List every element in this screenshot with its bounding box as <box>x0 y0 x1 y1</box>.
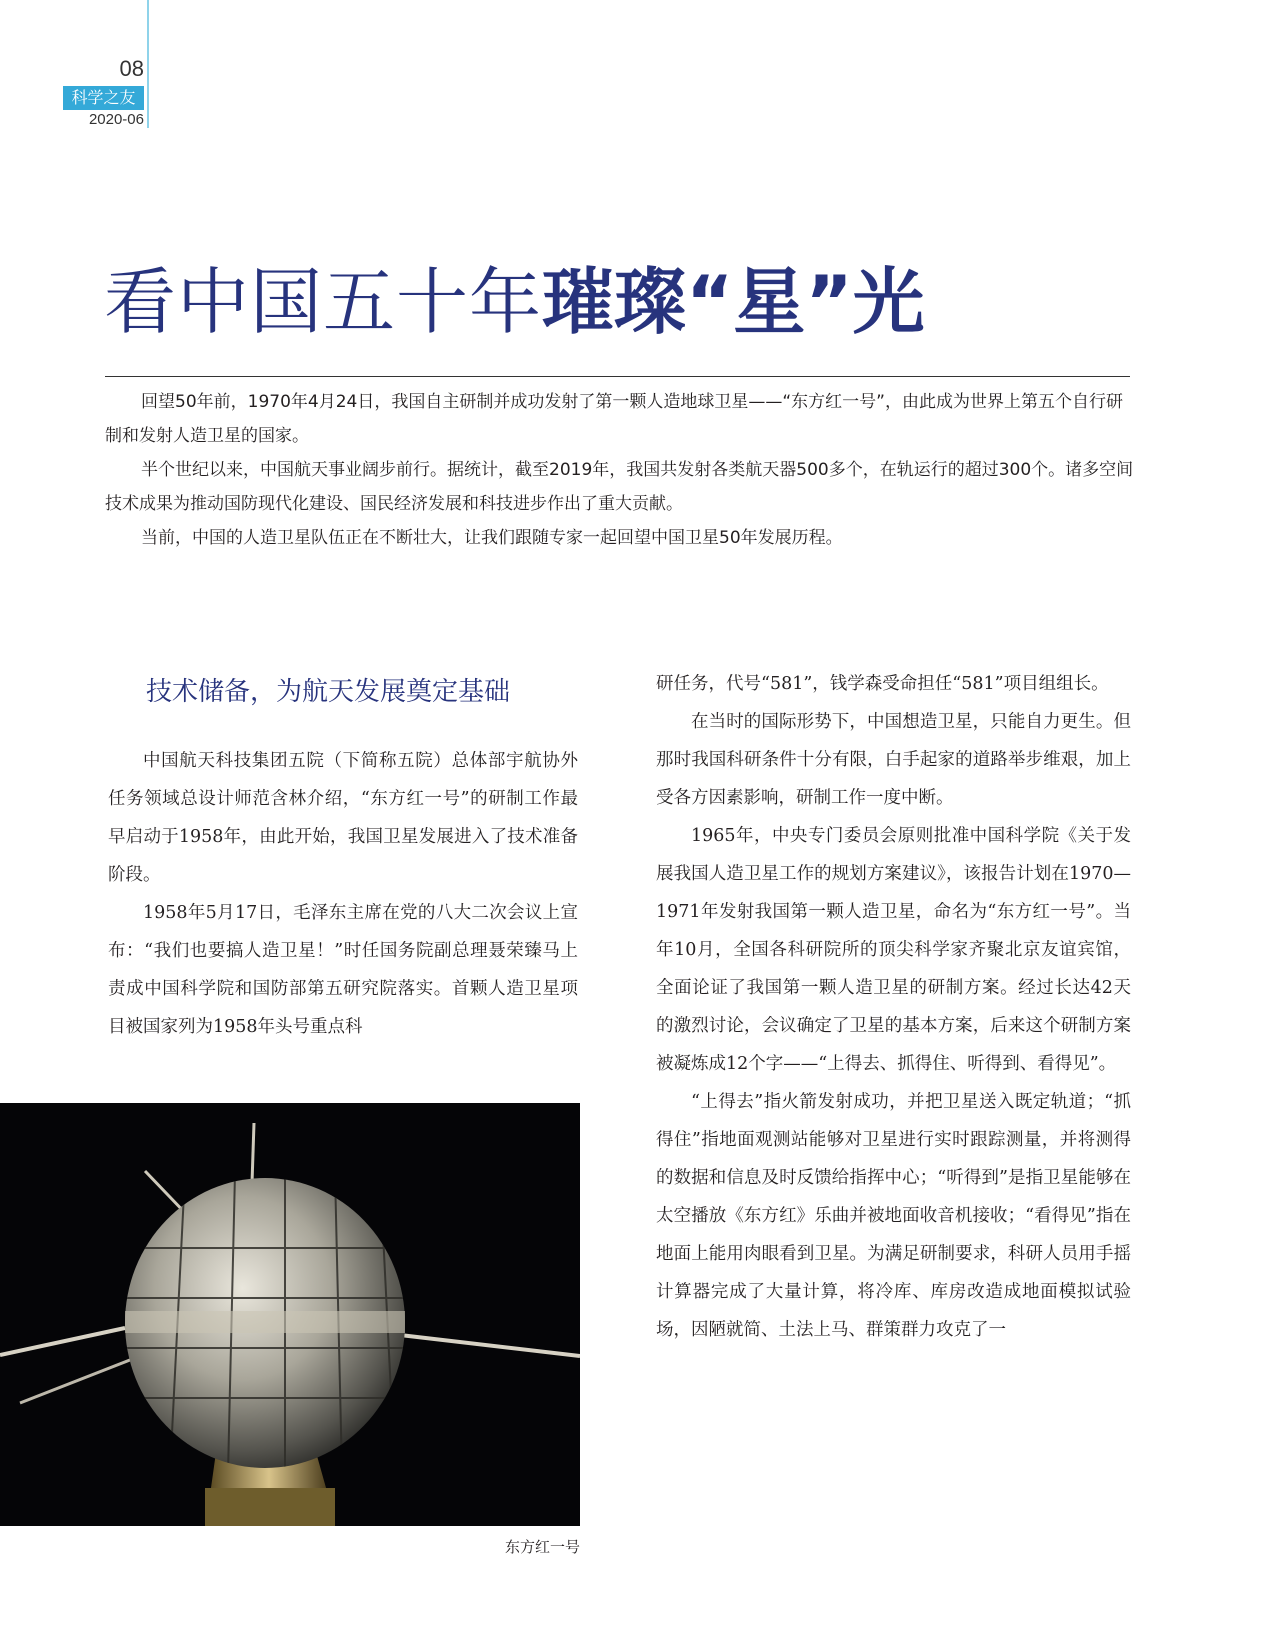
page-number: 08 <box>119 56 144 81</box>
header-divider-line <box>147 0 149 128</box>
section-heading: 技术储备，为航天发展奠定基础 <box>146 677 511 707</box>
article-title-light: 看中国五十年 <box>104 260 543 344</box>
intro-block <box>105 385 1135 555</box>
intro-paragraph: 回望50年前，1970年4月24日，我国自主研制并成功发射了第一颗人造地球卫星——“东方红一号”，由此成为世界上第五个自行研制和发射人造卫星的国家。 <box>105 392 1123 446</box>
magazine-name-tag: 科学之友 <box>63 86 144 110</box>
body-paragraph: 研任务，代号“581”，钱学森受命担任“581”项目组组长。 <box>656 674 1109 694</box>
photo-caption: 东方红一号 <box>504 1538 580 1556</box>
issue-date: 2020-06 <box>88 111 144 128</box>
body-paragraph: “上得去”指火箭发射成功，并把卫星送入既定轨道；“抓得住”指地面观测站能够对卫星进行实时跟踪测量，并将测得的数据和信息及时反馈给指挥中心；“听得到”是指卫星能够在太空播放《东方红》乐曲并被地面收音机接收；“看得见”指在地面上能用肉眼看到卫星。为满足研制要求，科研人员用手摇计算器完成了大量计算，将冷库、库房改造成地面模拟试验场，因陋就简、土法上马、群策群力攻克了一 <box>656 1092 1131 1340</box>
body-paragraph: 1958年5月17日，毛泽东主席在党的八大二次会议上宣布：“我们也要搞人造卫星！”时任国务院副总理聂荣臻马上责成中国科学院和国防部第五研究院落实。首颗人造卫星项目被国家列为1958年头号重点科 <box>108 903 578 1037</box>
title-rule <box>105 376 1130 377</box>
body-paragraph: 中国航天科技集团五院（下简称五院）总体部宇航协外任务领域总设计师范含林介绍，“东方红一号”的研制工作最早启动于1958年，由此开始，我国卫星发展进入了技术准备阶段。 <box>108 751 578 885</box>
right-column <box>656 665 1131 1349</box>
left-column <box>108 742 578 1046</box>
body-paragraph: 在当时的国际形势下，中国想造卫星，只能自力更生。但那时我国科研条件十分有限，白手起家的道路举步维艰，加上受各方因素影响，研制工作一度中断。 <box>656 712 1131 808</box>
intro-paragraph: 当前，中国的人造卫星队伍正在不断壮大，让我们跟随专家一起回望中国卫星50年发展历程。 <box>141 528 843 548</box>
satellite-illustration <box>0 1103 580 1526</box>
body-paragraph: 1965年，中央专门委员会原则批准中国科学院《关于发展我国人造卫星工作的规划方案建议》，该报告计划在1970—1971年发射我国第一颗人造卫星，命名为“东方红一号”。当年10月，全国各科研院所的顶尖科学家齐聚北京友谊宾馆，全面论证了我国第一颗人造卫星的研制方案。经过长达42天的激烈讨论，会议确定了卫星的基本方案，后来这个研制方案被凝炼成12个字——“上得去、抓得住、听得到、看得见”。 <box>656 826 1131 1074</box>
article-title-bold: 璀璨“星”光 <box>542 260 925 344</box>
intro-paragraph: 半个世纪以来，中国航天事业阔步前行。据统计，截至2019年，我国共发射各类航天器500多个，在轨运行的超过300个。诸多空间技术成果为推动国防现代化建设、国民经济发展和科技进步作出了重大贡献。 <box>105 460 1134 514</box>
article-title <box>104 257 925 347</box>
satellite-photo <box>0 1103 580 1526</box>
